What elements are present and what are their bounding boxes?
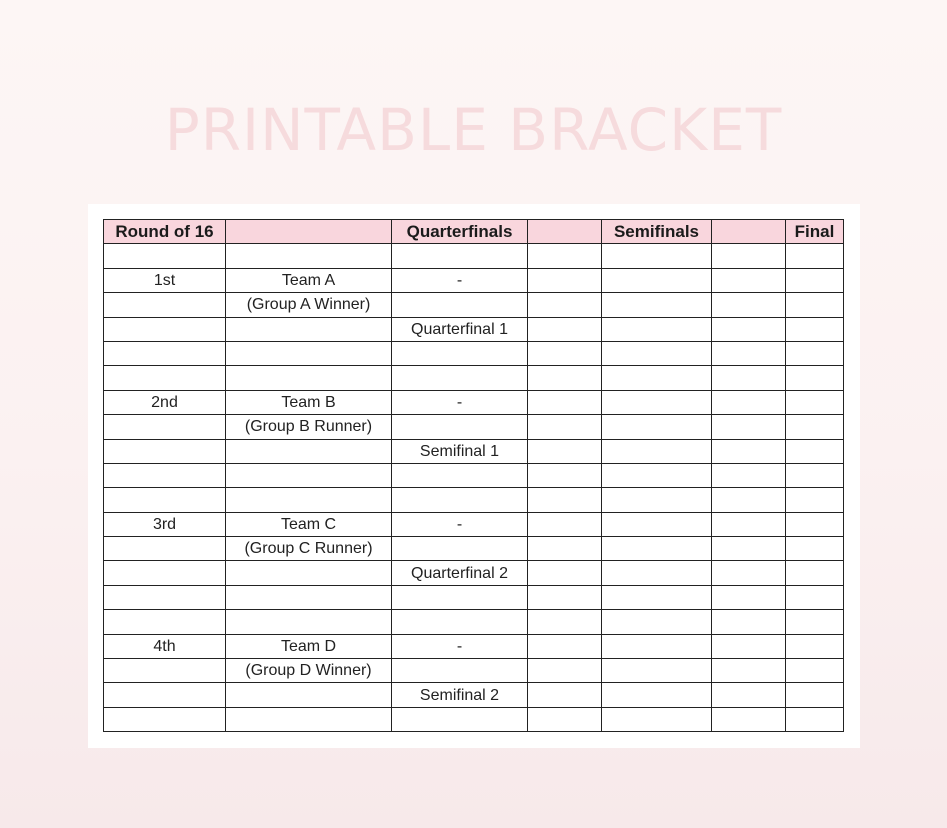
table-cell — [712, 366, 786, 390]
table-cell — [104, 537, 226, 561]
table-cell — [786, 439, 844, 463]
table-cell — [104, 366, 226, 390]
header-cell-quarterfinals: Quarterfinals — [392, 220, 528, 244]
table-cell — [226, 341, 392, 365]
table-cell — [786, 341, 844, 365]
table-cell — [786, 366, 844, 390]
table-cell — [786, 683, 844, 707]
table-row — [104, 585, 844, 609]
table-cell — [602, 537, 712, 561]
header-cell-final: Final — [786, 220, 844, 244]
table-cell: (Group D Winner) — [226, 659, 392, 683]
table-cell — [786, 659, 844, 683]
table-cell — [392, 463, 528, 487]
table-cell — [786, 707, 844, 731]
table-cell — [712, 634, 786, 658]
table-cell — [712, 268, 786, 292]
table-cell — [602, 683, 712, 707]
table-cell — [528, 366, 602, 390]
table-row — [104, 561, 844, 585]
table-cell — [786, 512, 844, 536]
table-cell — [786, 390, 844, 414]
table-cell — [226, 707, 392, 731]
table-cell — [226, 488, 392, 512]
table-cell — [392, 659, 528, 683]
table-cell — [786, 463, 844, 487]
table-row — [104, 683, 844, 707]
table-row — [104, 659, 844, 683]
table-cell — [392, 415, 528, 439]
table-cell: (Group C Runner) — [226, 537, 392, 561]
table-cell — [104, 341, 226, 365]
table-cell — [392, 341, 528, 365]
table-cell — [712, 390, 786, 414]
header-cell-blank — [712, 220, 786, 244]
table-cell — [528, 683, 602, 707]
table-cell — [602, 659, 712, 683]
table-cell — [712, 488, 786, 512]
table-cell: - — [392, 268, 528, 292]
table-cell: - — [392, 634, 528, 658]
table-cell — [528, 390, 602, 414]
table-cell — [602, 512, 712, 536]
table-cell — [104, 488, 226, 512]
table-cell: 3rd — [104, 512, 226, 536]
bracket-table — [103, 219, 844, 732]
header-row — [104, 220, 844, 244]
table-cell: Quarterfinal 2 — [392, 561, 528, 585]
table-cell: (Group A Winner) — [226, 293, 392, 317]
table-row — [104, 463, 844, 487]
table-cell — [528, 488, 602, 512]
table-row — [104, 244, 844, 268]
table-cell — [712, 512, 786, 536]
table-cell — [528, 463, 602, 487]
table-cell — [104, 561, 226, 585]
table-cell — [104, 293, 226, 317]
table-cell — [786, 585, 844, 609]
table-cell — [602, 561, 712, 585]
table-cell — [528, 537, 602, 561]
table-cell — [712, 659, 786, 683]
table-cell — [528, 634, 602, 658]
table-cell: (Group B Runner) — [226, 415, 392, 439]
table-cell — [786, 268, 844, 292]
table-row — [104, 341, 844, 365]
table-cell — [602, 488, 712, 512]
table-cell — [104, 707, 226, 731]
table-cell — [528, 415, 602, 439]
page-title: PRINTABLE BRACKET — [164, 96, 783, 164]
table-cell — [104, 415, 226, 439]
table-cell — [528, 341, 602, 365]
table-cell: - — [392, 390, 528, 414]
table-cell — [104, 610, 226, 634]
table-row — [104, 488, 844, 512]
table-cell: 4th — [104, 634, 226, 658]
table-cell: Quarterfinal 1 — [392, 317, 528, 341]
table-row — [104, 512, 844, 536]
table-cell — [786, 610, 844, 634]
table-cell — [528, 439, 602, 463]
table-cell — [226, 439, 392, 463]
table-cell — [528, 659, 602, 683]
table-cell — [712, 415, 786, 439]
table-cell — [712, 683, 786, 707]
table-cell — [602, 341, 712, 365]
table-cell — [602, 317, 712, 341]
table-cell — [104, 683, 226, 707]
table-row — [104, 610, 844, 634]
table-cell — [602, 415, 712, 439]
table-cell — [226, 244, 392, 268]
table-cell: Team A — [226, 268, 392, 292]
table-cell — [602, 463, 712, 487]
table-cell: Team B — [226, 390, 392, 414]
table-cell — [602, 585, 712, 609]
table-cell — [786, 293, 844, 317]
table-cell — [786, 561, 844, 585]
table-cell — [602, 390, 712, 414]
table-cell — [602, 268, 712, 292]
table-row — [104, 707, 844, 731]
table-cell — [712, 537, 786, 561]
table-cell — [602, 244, 712, 268]
table-cell — [712, 561, 786, 585]
table-cell — [712, 439, 786, 463]
table-cell — [226, 585, 392, 609]
table-cell — [786, 537, 844, 561]
table-cell — [392, 610, 528, 634]
table-cell — [392, 366, 528, 390]
table-cell — [786, 317, 844, 341]
table-cell — [712, 341, 786, 365]
table-cell: Team C — [226, 512, 392, 536]
table-row — [104, 390, 844, 414]
table-cell — [104, 317, 226, 341]
table-cell: Team D — [226, 634, 392, 658]
table-cell — [226, 463, 392, 487]
table-cell — [104, 439, 226, 463]
table-cell — [786, 244, 844, 268]
table-cell: Semifinal 1 — [392, 439, 528, 463]
table-cell — [226, 683, 392, 707]
table-cell — [602, 439, 712, 463]
header-cell-blank — [226, 220, 392, 244]
table-cell — [528, 244, 602, 268]
table-row — [104, 366, 844, 390]
table-cell: 1st — [104, 268, 226, 292]
table-cell — [602, 610, 712, 634]
table-cell — [226, 610, 392, 634]
table-row — [104, 415, 844, 439]
bracket-sheet — [88, 204, 860, 748]
table-cell — [528, 707, 602, 731]
table-cell — [712, 293, 786, 317]
table-cell — [712, 585, 786, 609]
table-cell — [712, 244, 786, 268]
header-cell-semifinals: Semifinals — [602, 220, 712, 244]
table-cell — [392, 488, 528, 512]
table-cell — [104, 244, 226, 268]
table-cell — [602, 293, 712, 317]
table-cell — [528, 610, 602, 634]
table-cell — [392, 537, 528, 561]
table-cell — [786, 415, 844, 439]
table-cell: 2nd — [104, 390, 226, 414]
table-row — [104, 293, 844, 317]
table-cell — [392, 585, 528, 609]
table-cell — [104, 659, 226, 683]
table-cell — [786, 488, 844, 512]
table-cell: Semifinal 2 — [392, 683, 528, 707]
table-cell — [602, 366, 712, 390]
table-cell — [528, 512, 602, 536]
table-cell — [528, 561, 602, 585]
header-cell-blank — [528, 220, 602, 244]
table-cell — [528, 268, 602, 292]
table-cell — [104, 463, 226, 487]
table-cell: - — [392, 512, 528, 536]
table-cell — [104, 585, 226, 609]
table-cell — [528, 585, 602, 609]
table-cell — [392, 244, 528, 268]
table-cell — [226, 366, 392, 390]
table-cell — [712, 317, 786, 341]
table-row — [104, 537, 844, 561]
table-cell — [786, 634, 844, 658]
table-cell — [602, 634, 712, 658]
table-cell — [602, 707, 712, 731]
table-cell — [712, 610, 786, 634]
table-cell — [392, 293, 528, 317]
table-row — [104, 634, 844, 658]
table-cell — [712, 463, 786, 487]
table-cell — [226, 317, 392, 341]
table-cell — [528, 317, 602, 341]
table-cell — [392, 707, 528, 731]
table-row — [104, 317, 844, 341]
header-cell-round-of-16: Round of 16 — [104, 220, 226, 244]
table-row — [104, 439, 844, 463]
table-cell — [528, 293, 602, 317]
table-cell — [712, 707, 786, 731]
table-row — [104, 268, 844, 292]
table-cell — [226, 561, 392, 585]
